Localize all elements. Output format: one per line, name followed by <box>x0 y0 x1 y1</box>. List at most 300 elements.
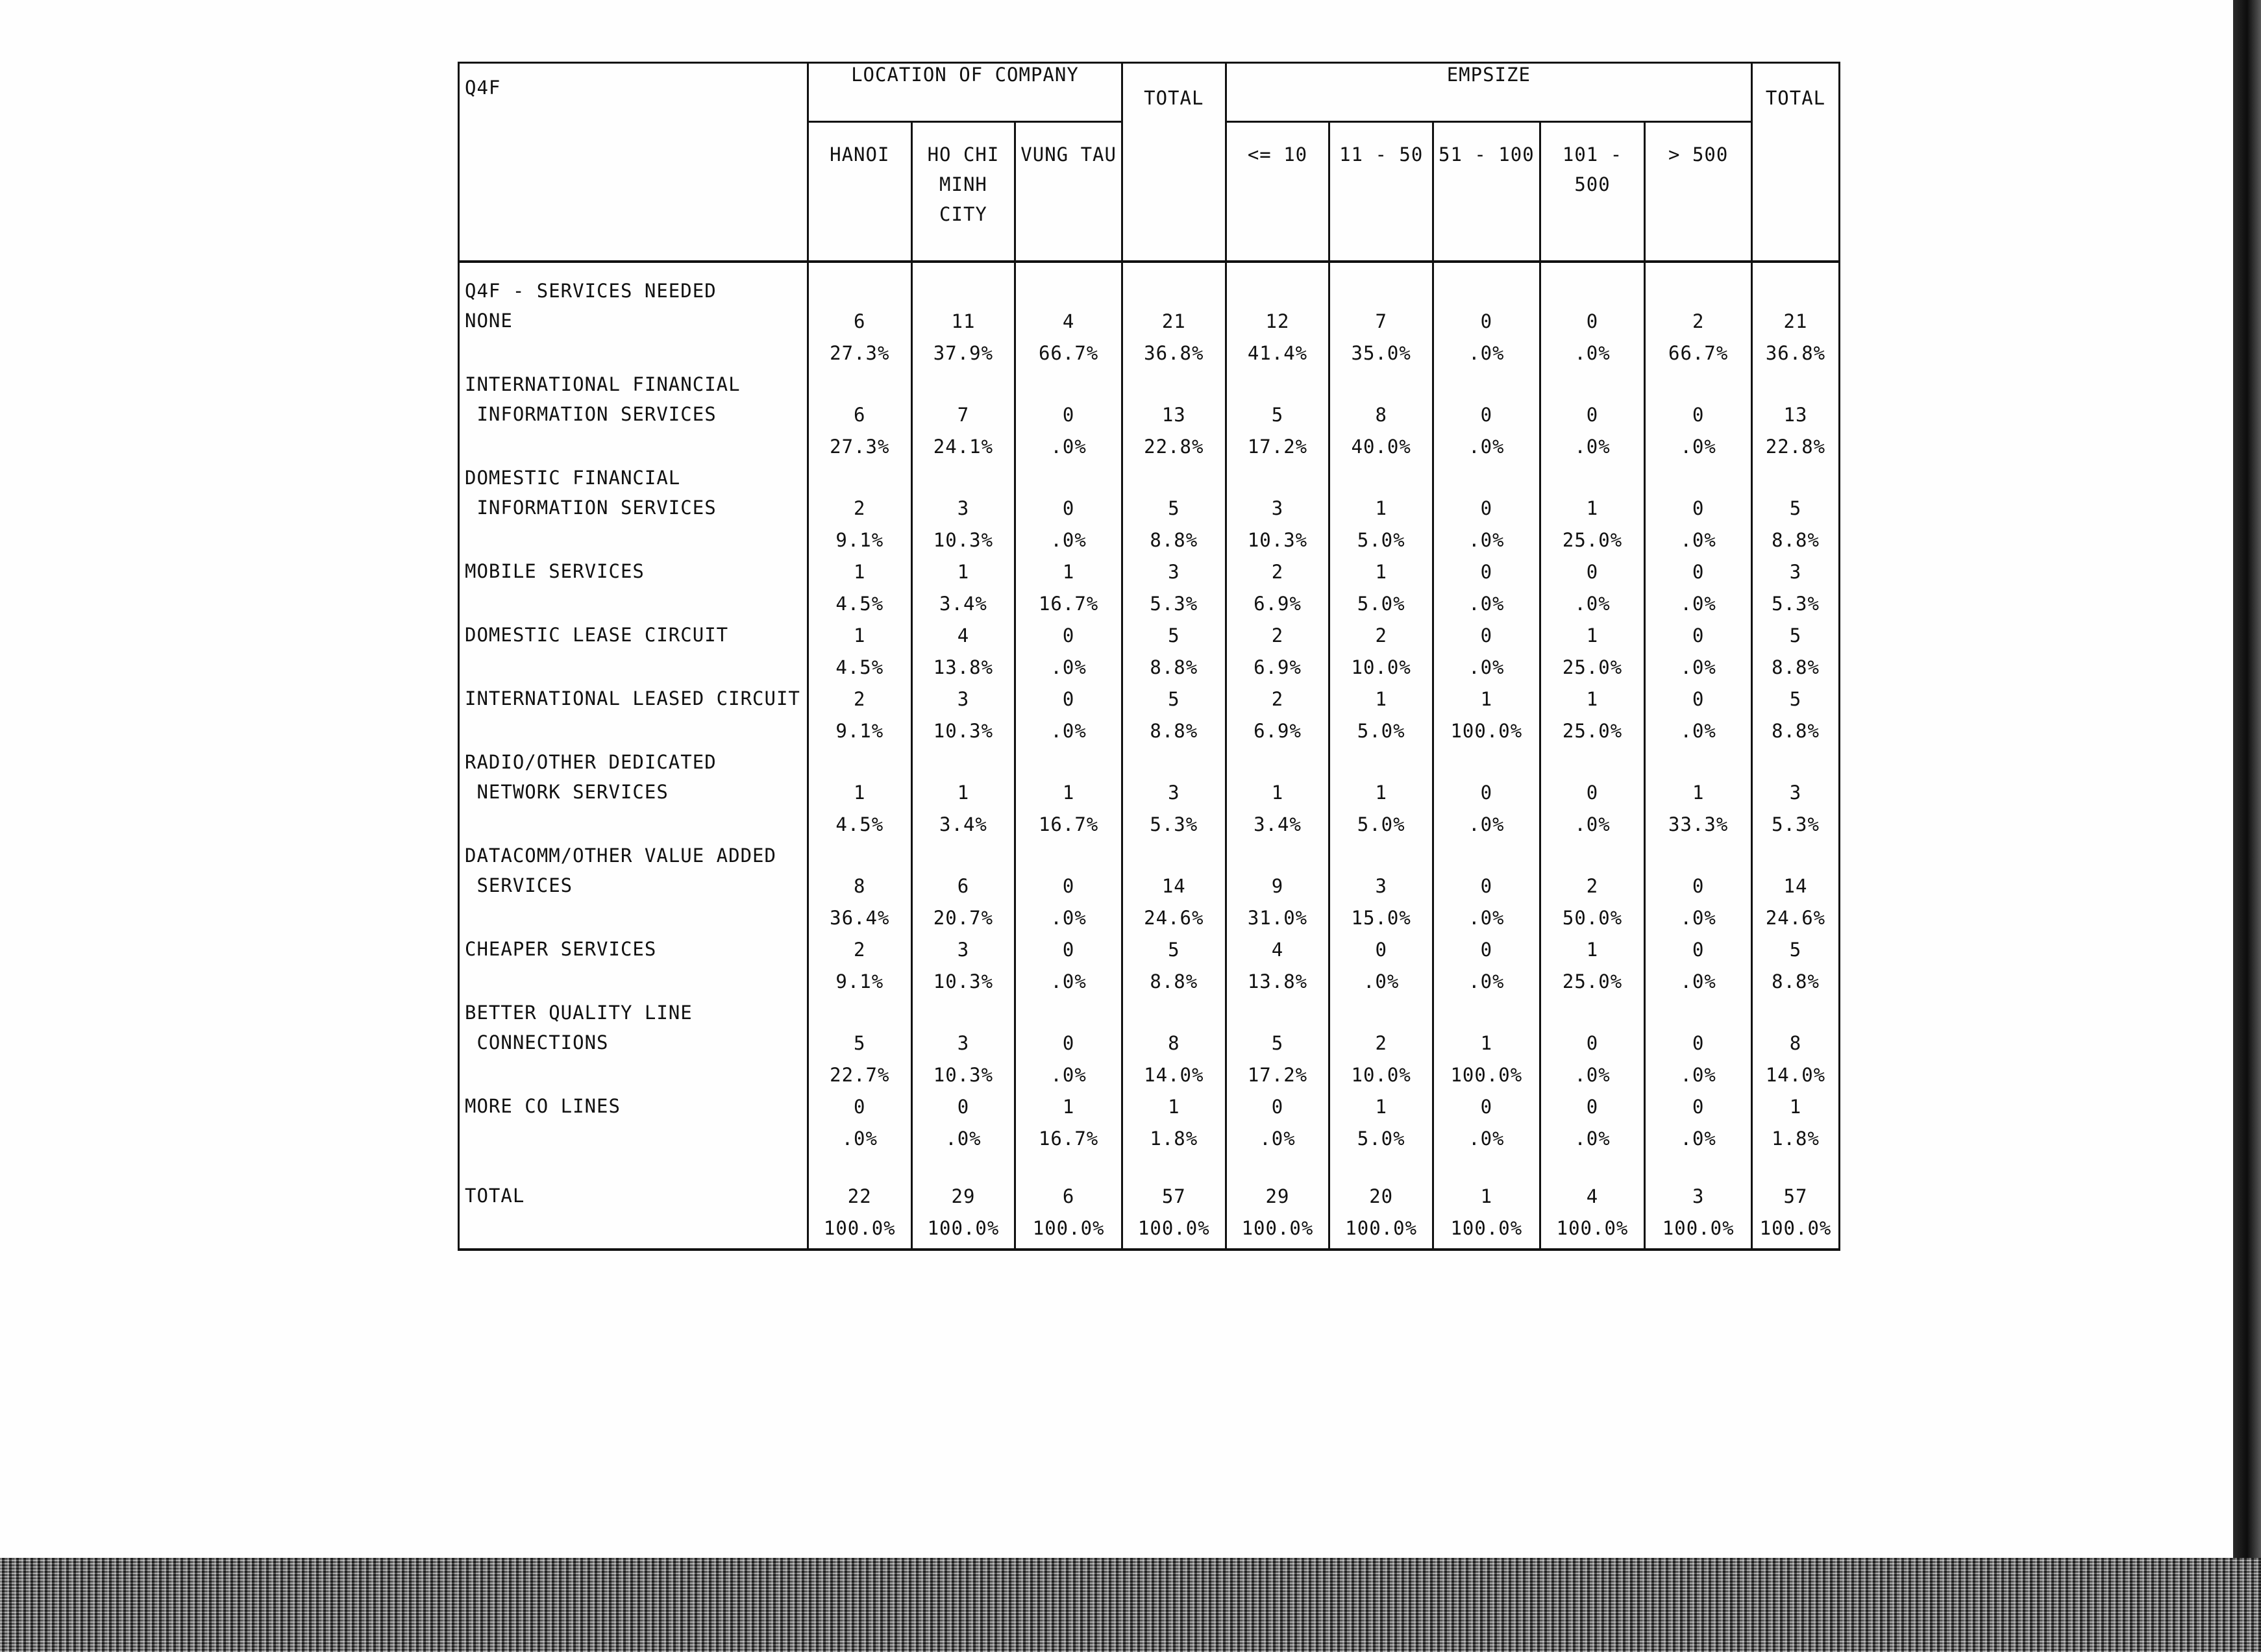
data-cell <box>1122 841 1226 934</box>
data-cell <box>1329 841 1433 934</box>
data-cell <box>911 1091 1015 1155</box>
cell-percent: 9.1% <box>835 720 884 742</box>
data-cell <box>1122 747 1226 841</box>
cell-count: 5 <box>1789 688 1802 710</box>
total-percent: 100.0% <box>1450 1217 1523 1239</box>
cell-percent: 3.4% <box>1254 813 1302 835</box>
row-label-line: DATACOMM/OTHER VALUE ADDED <box>465 844 776 867</box>
cell-count: 8 <box>1168 1032 1180 1054</box>
data-cell <box>1433 934 1540 998</box>
data-cell <box>1226 1091 1329 1155</box>
cell-percent: .0% <box>1259 1128 1296 1150</box>
cell-percent: 16.7% <box>1038 593 1099 615</box>
cell-count: 3 <box>957 1032 970 1054</box>
cell-count: 13 <box>1161 404 1186 426</box>
row-label <box>459 998 808 1091</box>
cell-count: 4 <box>1062 310 1075 332</box>
cell-count: 1 <box>957 782 970 804</box>
data-cell <box>911 684 1015 747</box>
cell-percent: 8.8% <box>1772 970 1820 992</box>
cell-count: 5 <box>1789 624 1802 647</box>
cell-count: 0 <box>1692 875 1705 897</box>
cell-percent: 66.7% <box>1038 342 1099 364</box>
cell-count: 14 <box>1161 875 1186 897</box>
cell-percent: 100.0% <box>1450 1064 1523 1086</box>
total-count: 6 <box>1062 1185 1075 1207</box>
cell-count: 0 <box>1062 624 1075 647</box>
table-row <box>459 934 1840 998</box>
data-cell <box>1645 262 1752 369</box>
location-column-header: HO CHI MINH CITY <box>911 122 1015 262</box>
data-cell <box>911 841 1015 934</box>
cell-percent: .0% <box>1468 342 1505 364</box>
cell-count: 3 <box>957 939 970 961</box>
total-count: 57 <box>1161 1185 1186 1207</box>
data-cell <box>1226 934 1329 998</box>
cell-percent: .0% <box>945 1128 982 1150</box>
cell-count: 1 <box>854 624 866 647</box>
row-label <box>459 841 808 934</box>
cell-count: 3 <box>1168 561 1180 583</box>
cell-count: 0 <box>1586 1032 1599 1054</box>
data-cell <box>1329 556 1433 620</box>
cell-count: 0 <box>1692 688 1705 710</box>
row-label <box>459 620 808 684</box>
data-cell <box>808 684 911 747</box>
cell-count: 2 <box>1271 688 1284 710</box>
cell-percent: 16.7% <box>1038 1128 1099 1150</box>
cell-percent: .0% <box>1468 813 1505 835</box>
cell-count: 1 <box>1062 782 1075 804</box>
cell-percent: 5.3% <box>1772 813 1820 835</box>
cell-percent: 35.0% <box>1351 342 1411 364</box>
data-cell <box>1540 262 1645 369</box>
scanner-edge <box>2233 0 2261 1558</box>
total-percent: 100.0% <box>1137 1217 1210 1239</box>
cell-count: 3 <box>1271 497 1284 519</box>
cell-count: 5 <box>1168 939 1180 961</box>
total-percent: 100.0% <box>1241 1217 1314 1239</box>
cell-percent: .0% <box>1050 907 1087 929</box>
data-cell <box>1540 934 1645 998</box>
row-label-line: RADIO/OTHER DEDICATED <box>465 751 717 773</box>
cell-count: 0 <box>1586 561 1599 583</box>
cell-percent: 5.3% <box>1772 593 1820 615</box>
empsize-column-header: 11 - 50 <box>1329 122 1433 262</box>
total-percent: 100.0% <box>823 1217 896 1239</box>
data-cell <box>911 463 1015 556</box>
cell-count: 0 <box>1480 624 1493 647</box>
data-cell <box>1122 463 1226 556</box>
cell-percent: .0% <box>1574 593 1611 615</box>
cell-percent: 100.0% <box>1450 720 1523 742</box>
cell-percent: .0% <box>1680 593 1716 615</box>
cell-count: 0 <box>1480 939 1493 961</box>
cell-percent: 5.0% <box>1357 529 1405 551</box>
cell-percent: 33.3% <box>1668 813 1729 835</box>
cell-percent: 5.3% <box>1150 813 1198 835</box>
data-cell <box>1540 998 1645 1091</box>
data-cell <box>1752 934 1840 998</box>
total-count: 4 <box>1586 1185 1599 1207</box>
cell-percent: 66.7% <box>1668 342 1729 364</box>
data-cell <box>1015 1091 1122 1155</box>
cell-percent: .0% <box>1574 813 1611 835</box>
cell-count: 4 <box>957 624 970 647</box>
cell-count: 1 <box>1692 782 1705 804</box>
cell-count: 1 <box>1375 782 1387 804</box>
cell-percent: 5.0% <box>1357 813 1405 835</box>
cell-count: 1 <box>1375 688 1387 710</box>
cell-count: 0 <box>1480 310 1493 332</box>
data-cell <box>1015 998 1122 1091</box>
data-cell <box>808 262 911 369</box>
cell-count: 2 <box>854 939 866 961</box>
cell-percent: 24.6% <box>1144 907 1204 929</box>
cell-count: 1 <box>957 561 970 583</box>
data-cell <box>1015 841 1122 934</box>
cell-count: 11 <box>951 310 976 332</box>
cell-count: 0 <box>1062 939 1075 961</box>
empsize-column-header: 51 - 100 <box>1433 122 1540 262</box>
table-row <box>459 463 1840 556</box>
total-header: TOTAL <box>1122 63 1226 262</box>
cell-percent: 9.1% <box>835 970 884 992</box>
data-cell <box>808 556 911 620</box>
data-cell <box>1540 841 1645 934</box>
data-cell <box>1226 463 1329 556</box>
data-cell <box>1645 369 1752 463</box>
cell-count: 0 <box>1586 1096 1599 1118</box>
data-cell <box>1433 556 1540 620</box>
row-label-line: INFORMATION SERVICES <box>465 403 717 425</box>
cell-percent: 15.0% <box>1351 907 1411 929</box>
data-cell <box>1645 1091 1752 1155</box>
data-cell <box>1329 747 1433 841</box>
cell-count: 0 <box>1480 497 1493 519</box>
data-cell <box>1226 841 1329 934</box>
data-cell <box>1752 1091 1840 1155</box>
cell-percent: .0% <box>1468 529 1505 551</box>
cell-percent: 16.7% <box>1038 813 1099 835</box>
data-cell <box>1645 463 1752 556</box>
location-column-header: HANOI <box>808 122 911 262</box>
data-cell <box>1015 463 1122 556</box>
cell-percent: 36.4% <box>830 907 890 929</box>
cell-count: 2 <box>854 497 866 519</box>
cell-count: 1 <box>1586 624 1599 647</box>
cell-percent: .0% <box>1050 970 1087 992</box>
total-count: 1 <box>1480 1185 1493 1207</box>
cell-percent: .0% <box>1574 1064 1611 1086</box>
total-cell <box>808 1155 911 1250</box>
data-cell <box>808 620 911 684</box>
cell-percent: 1.8% <box>1772 1128 1820 1150</box>
cell-percent: 3.4% <box>939 593 987 615</box>
total-percent: 100.0% <box>927 1217 1000 1239</box>
data-cell <box>808 369 911 463</box>
cell-percent: .0% <box>1468 593 1505 615</box>
cell-count: 8 <box>1789 1032 1802 1054</box>
cell-percent: 8.8% <box>1772 720 1820 742</box>
row-label-line: CHEAPER SERVICES <box>465 938 657 960</box>
cell-count: 0 <box>1692 939 1705 961</box>
data-cell <box>1122 369 1226 463</box>
cell-count: 1 <box>1062 561 1075 583</box>
corner-label: Q4F <box>459 63 808 262</box>
data-cell <box>1752 463 1840 556</box>
cell-count: 1 <box>1789 1096 1802 1118</box>
cell-count: 9 <box>1271 875 1284 897</box>
row-label-line: CONNECTIONS <box>465 1031 609 1054</box>
data-cell <box>1226 262 1329 369</box>
data-cell <box>1226 998 1329 1091</box>
cell-percent: 8.8% <box>1772 529 1820 551</box>
cell-percent: 22.7% <box>830 1064 890 1086</box>
cell-count: 3 <box>1168 782 1180 804</box>
data-cell <box>808 1091 911 1155</box>
cell-count: 3 <box>1789 561 1802 583</box>
cell-percent: 3.4% <box>939 813 987 835</box>
table-row <box>459 841 1840 934</box>
data-cell <box>808 841 911 934</box>
row-label-line: DOMESTIC LEASE CIRCUIT <box>465 624 729 646</box>
cell-percent: 4.5% <box>835 593 884 615</box>
data-cell <box>1122 262 1226 369</box>
cell-count: 0 <box>1062 404 1075 426</box>
cell-count: 1 <box>1271 782 1284 804</box>
cell-percent: 5.0% <box>1357 720 1405 742</box>
location-column-header: VUNG TAU <box>1015 122 1122 262</box>
data-cell <box>808 463 911 556</box>
data-cell <box>1329 934 1433 998</box>
cell-percent: 10.3% <box>933 1064 994 1086</box>
total-cell <box>1122 1155 1226 1250</box>
cell-count: 8 <box>1375 404 1387 426</box>
cell-percent: .0% <box>1050 720 1087 742</box>
data-cell <box>1433 841 1540 934</box>
data-cell <box>1329 463 1433 556</box>
data-cell <box>1645 841 1752 934</box>
data-cell <box>1540 369 1645 463</box>
cell-percent: .0% <box>1574 342 1611 364</box>
cell-count: 0 <box>1062 497 1075 519</box>
cell-percent: .0% <box>841 1128 878 1150</box>
row-label-line: NETWORK SERVICES <box>465 781 669 803</box>
data-cell <box>911 998 1015 1091</box>
data-cell <box>1329 1091 1433 1155</box>
data-cell <box>1329 369 1433 463</box>
cell-percent: .0% <box>1574 1128 1611 1150</box>
cell-percent: 27.3% <box>830 436 890 458</box>
cell-percent: .0% <box>1680 907 1716 929</box>
cell-percent: 5.0% <box>1357 1128 1405 1150</box>
data-cell <box>1752 841 1840 934</box>
data-cell <box>1015 747 1122 841</box>
data-cell <box>1752 556 1840 620</box>
data-cell <box>1540 620 1645 684</box>
row-label <box>459 262 808 369</box>
data-cell <box>911 556 1015 620</box>
cell-count: 3 <box>1375 875 1387 897</box>
cell-count: 3 <box>957 688 970 710</box>
row-label-line: INTERNATIONAL FINANCIAL <box>465 373 741 395</box>
data-cell <box>1433 1091 1540 1155</box>
cell-percent: 10.0% <box>1351 1064 1411 1086</box>
cell-count: 0 <box>1692 1096 1705 1118</box>
table-row <box>459 620 1840 684</box>
cell-count: 3 <box>957 497 970 519</box>
cell-count: 0 <box>1692 624 1705 647</box>
total-count: 57 <box>1783 1185 1808 1207</box>
cell-count: 2 <box>854 688 866 710</box>
cell-percent: 14.0% <box>1765 1064 1826 1086</box>
cell-count: 0 <box>1480 404 1493 426</box>
total-percent: 100.0% <box>1556 1217 1629 1239</box>
cell-count: 2 <box>1375 624 1387 647</box>
total-count: 3 <box>1692 1185 1705 1207</box>
cell-percent: 8.8% <box>1150 529 1198 551</box>
data-cell <box>911 369 1015 463</box>
cell-percent: 31.0% <box>1247 907 1308 929</box>
total-cell <box>1433 1155 1540 1250</box>
cell-count: 1 <box>1375 1096 1387 1118</box>
cell-count: 0 <box>957 1096 970 1118</box>
cell-count: 1 <box>854 782 866 804</box>
row-label <box>459 934 808 998</box>
cell-count: 0 <box>1586 782 1599 804</box>
cell-percent: 36.8% <box>1144 342 1204 364</box>
cell-count: 0 <box>1692 497 1705 519</box>
data-cell <box>1226 747 1329 841</box>
cell-percent: 8.8% <box>1150 656 1198 678</box>
cell-count: 4 <box>1271 939 1284 961</box>
cell-percent: 25.0% <box>1562 656 1623 678</box>
cell-percent: 17.2% <box>1247 1064 1308 1086</box>
cell-count: 0 <box>1062 688 1075 710</box>
cell-count: 8 <box>854 875 866 897</box>
cell-count: 0 <box>1480 1096 1493 1118</box>
cell-percent: 25.0% <box>1562 720 1623 742</box>
cell-count: 1 <box>1375 561 1387 583</box>
data-cell <box>808 934 911 998</box>
data-cell <box>1015 556 1122 620</box>
cell-count: 0 <box>1692 1032 1705 1054</box>
total-cell <box>1015 1155 1122 1250</box>
row-label-line: DOMESTIC FINANCIAL <box>465 467 681 489</box>
row-label-line: MORE CO LINES <box>465 1095 621 1117</box>
cell-count: 0 <box>1692 404 1705 426</box>
cell-count: 14 <box>1783 875 1808 897</box>
total-percent: 100.0% <box>1032 1217 1105 1239</box>
table-row <box>459 747 1840 841</box>
crosstab-table <box>458 62 1840 1251</box>
row-label-line: BETTER QUALITY LINE <box>465 1002 693 1024</box>
data-cell <box>1122 620 1226 684</box>
cell-percent: .0% <box>1574 436 1611 458</box>
data-cell <box>1433 620 1540 684</box>
row-label-line: INTERNATIONAL LEASED CIRCUIT <box>465 687 800 709</box>
data-cell <box>1122 998 1226 1091</box>
cell-percent: 20.7% <box>933 907 994 929</box>
total-cell <box>1226 1155 1329 1250</box>
cell-percent: 40.0% <box>1351 436 1411 458</box>
total-cell <box>1329 1155 1433 1250</box>
cell-percent: 9.1% <box>835 529 884 551</box>
cell-count: 13 <box>1783 404 1808 426</box>
table-row <box>459 369 1840 463</box>
table-row <box>459 262 1840 369</box>
cell-count: 0 <box>1062 875 1075 897</box>
cell-count: 0 <box>1375 939 1387 961</box>
cell-percent: .0% <box>1468 970 1505 992</box>
cell-percent: 37.9% <box>933 342 994 364</box>
cell-count: 2 <box>1271 624 1284 647</box>
cell-count: 1 <box>1586 939 1599 961</box>
data-cell <box>911 934 1015 998</box>
cell-percent: .0% <box>1468 656 1505 678</box>
header-row-groups <box>459 63 1840 122</box>
cell-count: 0 <box>854 1096 866 1118</box>
row-label <box>459 463 808 556</box>
cell-percent: 25.0% <box>1562 970 1623 992</box>
cell-percent: .0% <box>1680 1128 1716 1150</box>
total-percent: 100.0% <box>1662 1217 1735 1239</box>
data-cell <box>1433 369 1540 463</box>
cell-count: 2 <box>1692 310 1705 332</box>
cell-count: 1 <box>1480 1032 1493 1054</box>
cell-percent: 8.8% <box>1150 720 1198 742</box>
data-cell <box>808 747 911 841</box>
data-cell <box>1752 262 1840 369</box>
cell-percent: 10.3% <box>933 720 994 742</box>
cell-count: 6 <box>957 875 970 897</box>
cell-count: 1 <box>1168 1096 1180 1118</box>
cell-percent: .0% <box>1363 970 1400 992</box>
total2-header: TOTAL <box>1752 63 1840 262</box>
data-cell <box>1015 620 1122 684</box>
cell-percent: 8.8% <box>1150 970 1198 992</box>
cell-percent: .0% <box>1050 1064 1087 1086</box>
cell-count: 6 <box>854 404 866 426</box>
cell-percent: .0% <box>1680 529 1716 551</box>
table-row <box>459 1091 1840 1155</box>
cell-count: 5 <box>1789 497 1802 519</box>
data-cell <box>1540 556 1645 620</box>
cell-count: 0 <box>1271 1096 1284 1118</box>
data-cell <box>1645 934 1752 998</box>
cell-percent: 4.5% <box>835 656 884 678</box>
cell-percent: 36.8% <box>1765 342 1826 364</box>
cell-percent: .0% <box>1050 436 1087 458</box>
cell-count: 3 <box>1789 782 1802 804</box>
cell-percent: .0% <box>1680 436 1716 458</box>
cell-percent: 22.8% <box>1765 436 1826 458</box>
cell-count: 0 <box>1480 561 1493 583</box>
cell-percent: 8.8% <box>1772 656 1820 678</box>
cell-percent: 24.6% <box>1765 907 1826 929</box>
cell-percent: .0% <box>1680 970 1716 992</box>
cell-count: 5 <box>1168 688 1180 710</box>
cell-count: 1 <box>1586 497 1599 519</box>
total-cell <box>911 1155 1015 1250</box>
cell-count: 2 <box>1375 1032 1387 1054</box>
data-cell <box>1540 1091 1645 1155</box>
cell-percent: 17.2% <box>1247 436 1308 458</box>
cell-percent: 10.3% <box>1247 529 1308 551</box>
cell-percent: 10.3% <box>933 529 994 551</box>
cell-percent: 5.3% <box>1150 593 1198 615</box>
